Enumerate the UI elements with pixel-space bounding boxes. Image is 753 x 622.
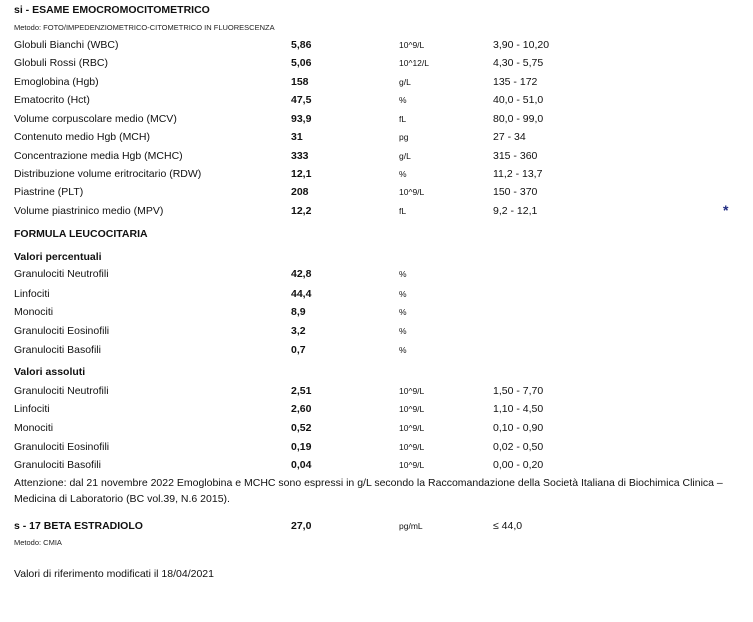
percent-section-title: Valori percentuali — [14, 251, 102, 263]
test-value: 0,19 — [291, 441, 312, 453]
test-unit: 10^9/L — [399, 442, 425, 452]
test-name: Granulociti Eosinofili — [14, 441, 110, 453]
test-name: Linfociti — [14, 403, 50, 415]
test-range: 135 - 172 — [493, 76, 538, 88]
test-range: 40,0 - 51,0 — [493, 94, 544, 106]
test-unit: pg — [399, 132, 409, 142]
hemogram-method: Metodo: FOTO/IMPEDENZIOMETRICO-CITOMETRICO IN FLUORESCENZA — [14, 23, 275, 32]
test-name: Piastrine (PLT) — [14, 186, 84, 198]
test-name: Linfociti — [14, 288, 50, 300]
test-range: 1,10 - 4,50 — [493, 403, 544, 415]
test-unit: % — [399, 307, 407, 317]
footer-text: Valori di riferimento modificati il 18/04/2021 — [14, 568, 214, 580]
test-unit: 10^9/L — [399, 460, 425, 470]
test-value: 8,9 — [291, 306, 306, 318]
test-value: 93,9 — [291, 113, 312, 125]
test-range: 3,90 - 10,20 — [493, 39, 550, 51]
test-value: 44,4 — [291, 288, 312, 300]
test-value: 31 — [291, 131, 303, 143]
test-value: 158 — [291, 76, 309, 88]
test-unit: 10^9/L — [399, 404, 425, 414]
test-name: Granulociti Neutrofili — [14, 385, 109, 397]
test-name: Globuli Rossi (RBC) — [14, 57, 108, 69]
test-value: 3,2 — [291, 325, 306, 337]
test-unit: % — [399, 169, 407, 179]
test-range: 1,50 - 7,70 — [493, 385, 544, 397]
test-name: Granulociti Eosinofili — [14, 325, 110, 337]
test-unit: % — [399, 95, 407, 105]
test-name: Emoglobina (Hgb) — [14, 76, 99, 88]
test-range: 150 - 370 — [493, 186, 538, 198]
test-value: 12,2 — [291, 205, 312, 217]
test-name: Volume piastrinico medio (MPV) — [14, 205, 164, 217]
out-of-range-flag: * — [723, 202, 729, 218]
test-name: Monociti — [14, 306, 54, 318]
test-unit: 10^12/L — [399, 58, 429, 68]
test-unit: % — [399, 326, 407, 336]
test-value: 333 — [291, 150, 309, 162]
test-value: 5,06 — [291, 57, 312, 69]
hemogram-title: si - ESAME EMOCROMOCITOMETRICO — [14, 4, 210, 16]
test-range: 80,0 - 99,0 — [493, 113, 544, 125]
test-name: Volume corpuscolare medio (MCV) — [14, 113, 177, 125]
test-unit: g/L — [399, 151, 411, 161]
test-unit: % — [399, 345, 407, 355]
test-value: 0,7 — [291, 344, 306, 356]
test-name: Granulociti Neutrofili — [14, 268, 109, 280]
test-unit: pg/mL — [399, 521, 423, 531]
test-range: 0,02 - 0,50 — [493, 441, 544, 453]
test-unit: 10^9/L — [399, 187, 425, 197]
test-unit: % — [399, 269, 407, 279]
test-name: Contenuto medio Hgb (MCH) — [14, 131, 150, 143]
test-unit: g/L — [399, 77, 411, 87]
test-range: 4,30 - 5,75 — [493, 57, 544, 69]
test-range: 0,10 - 0,90 — [493, 422, 544, 434]
test-name: Granulociti Basofili — [14, 344, 101, 356]
test-value: 47,5 — [291, 94, 312, 106]
test-name: Granulociti Basofili — [14, 459, 101, 471]
test-unit: fL — [399, 206, 407, 216]
test-name: s - 17 BETA ESTRADIOLO — [14, 520, 143, 532]
test-name: Distribuzione volume eritrocitario (RDW) — [14, 168, 202, 180]
test-name: Concentrazione media Hgb (MCHC) — [14, 150, 183, 162]
test-range: 0,00 - 0,20 — [493, 459, 544, 471]
test-value: 2,51 — [291, 385, 312, 397]
test-value: 42,8 — [291, 268, 312, 280]
test-unit: fL — [399, 114, 407, 124]
test-range: 315 - 360 — [493, 150, 538, 162]
test-unit: % — [399, 289, 407, 299]
test-name: Ematocrito (Hct) — [14, 94, 90, 106]
test-range: ≤ 44,0 — [493, 520, 523, 532]
test-range: 9,2 - 12,1 — [493, 205, 538, 217]
test-range: 27 - 34 — [493, 131, 526, 143]
test-value: 208 — [291, 186, 309, 198]
leukocyte-title: FORMULA LEUCOCITARIA — [14, 228, 148, 240]
test-value: 0,52 — [291, 422, 312, 434]
test-unit: 10^9/L — [399, 423, 425, 433]
test-unit: 10^9/L — [399, 386, 425, 396]
test-value: 27,0 — [291, 520, 312, 532]
test-range: 11,2 - 13,7 — [493, 168, 543, 180]
test-value: 5,86 — [291, 39, 312, 51]
test-value: 2,60 — [291, 403, 312, 415]
test-name: Globuli Bianchi (WBC) — [14, 39, 119, 51]
absolute-section-title: Valori assoluti — [14, 366, 86, 378]
test-name: Monociti — [14, 422, 54, 434]
note-text: Attenzione: dal 21 novembre 2022 Emoglobina e MCHC sono espressi in g/L secondo la Raccomandazione della Società Italiana di Biochimica Clinica – Medicina di Laboratorio (BC vol.39, N.6 2015). — [14, 477, 723, 505]
test-value: 0,04 — [291, 459, 312, 471]
test-unit: 10^9/L — [399, 40, 425, 50]
test-value: 12,1 — [291, 168, 312, 180]
estradiol-method: Metodo: CMIA — [14, 538, 62, 547]
